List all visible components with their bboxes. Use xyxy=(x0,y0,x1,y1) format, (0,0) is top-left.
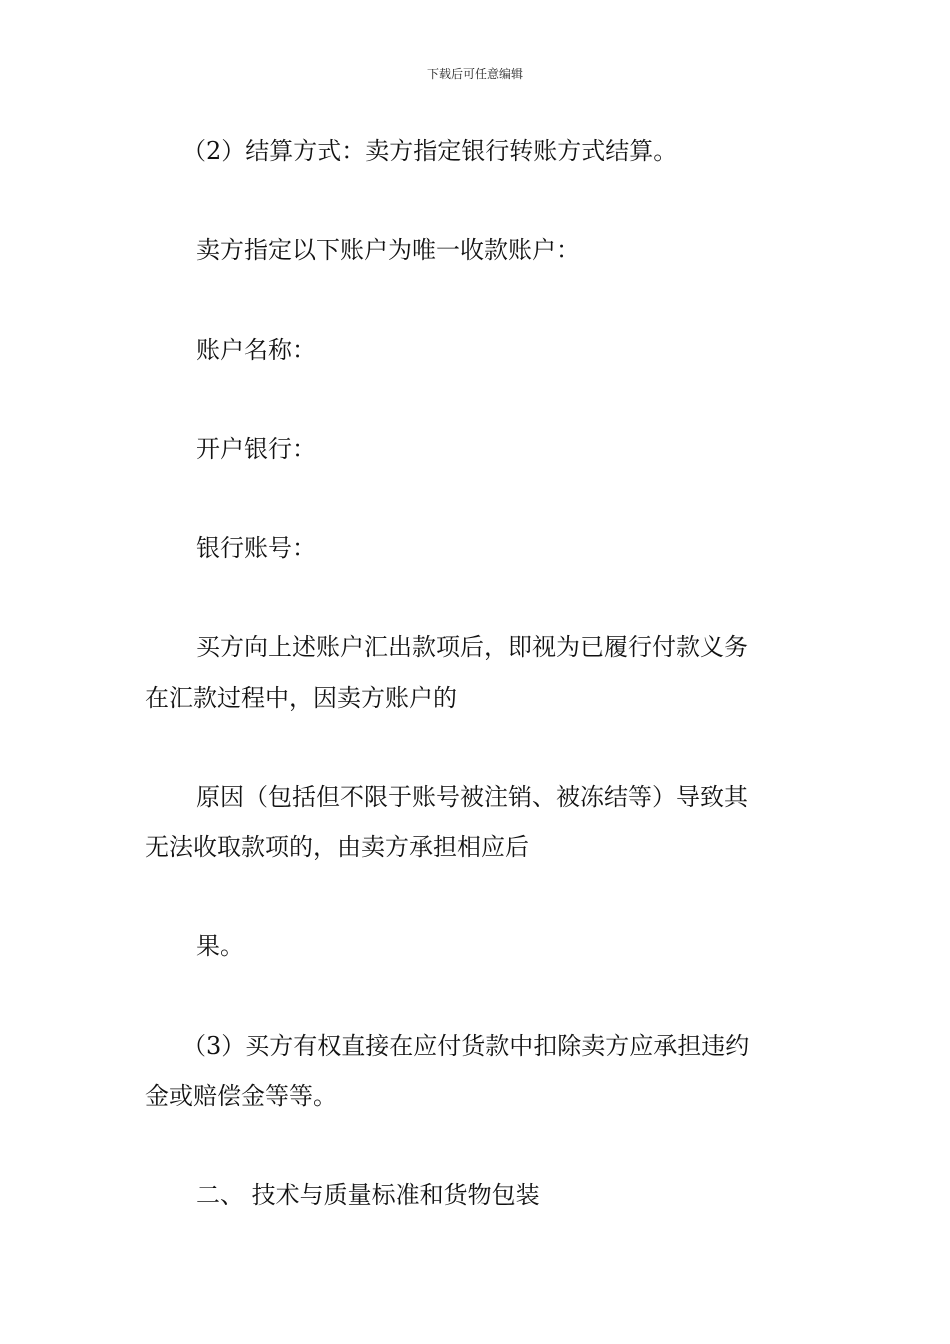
opening-bank-line: 开户银行： xyxy=(196,435,316,463)
section-heading: 二、 技术与质量标准和货物包装 xyxy=(196,1181,540,1209)
payment-obligation-line-cont: 在汇款过程中，因卖方账户的 xyxy=(145,684,457,712)
account-name-line: 账户名称： xyxy=(196,336,316,364)
page-header: 下载后可任意编辑 xyxy=(426,67,523,81)
payment-obligation-line: 买方向上述账户汇出款项后，即视为已履行付款义务 xyxy=(196,633,748,661)
reason-line-cont: 无法收取款项的，由卖方承担相应后 xyxy=(145,833,529,861)
reason-line: 原因（包括但不限于账号被注销、被冻结等）导致其 xyxy=(196,783,748,811)
consequence-line: 果。 xyxy=(196,932,244,960)
designated-account-line: 卖方指定以下账户为唯一收款账户： xyxy=(196,236,580,264)
bank-account-number-line: 银行账号： xyxy=(196,534,316,562)
settlement-method-line: （2）结算方式：卖方指定银行转账方式结算。 xyxy=(182,137,678,165)
deduction-clause-line-cont: 金或赔偿金等等。 xyxy=(145,1082,337,1110)
deduction-clause-line: （3）买方有权直接在应付货款中扣除卖方应承担违约 xyxy=(182,1032,750,1060)
